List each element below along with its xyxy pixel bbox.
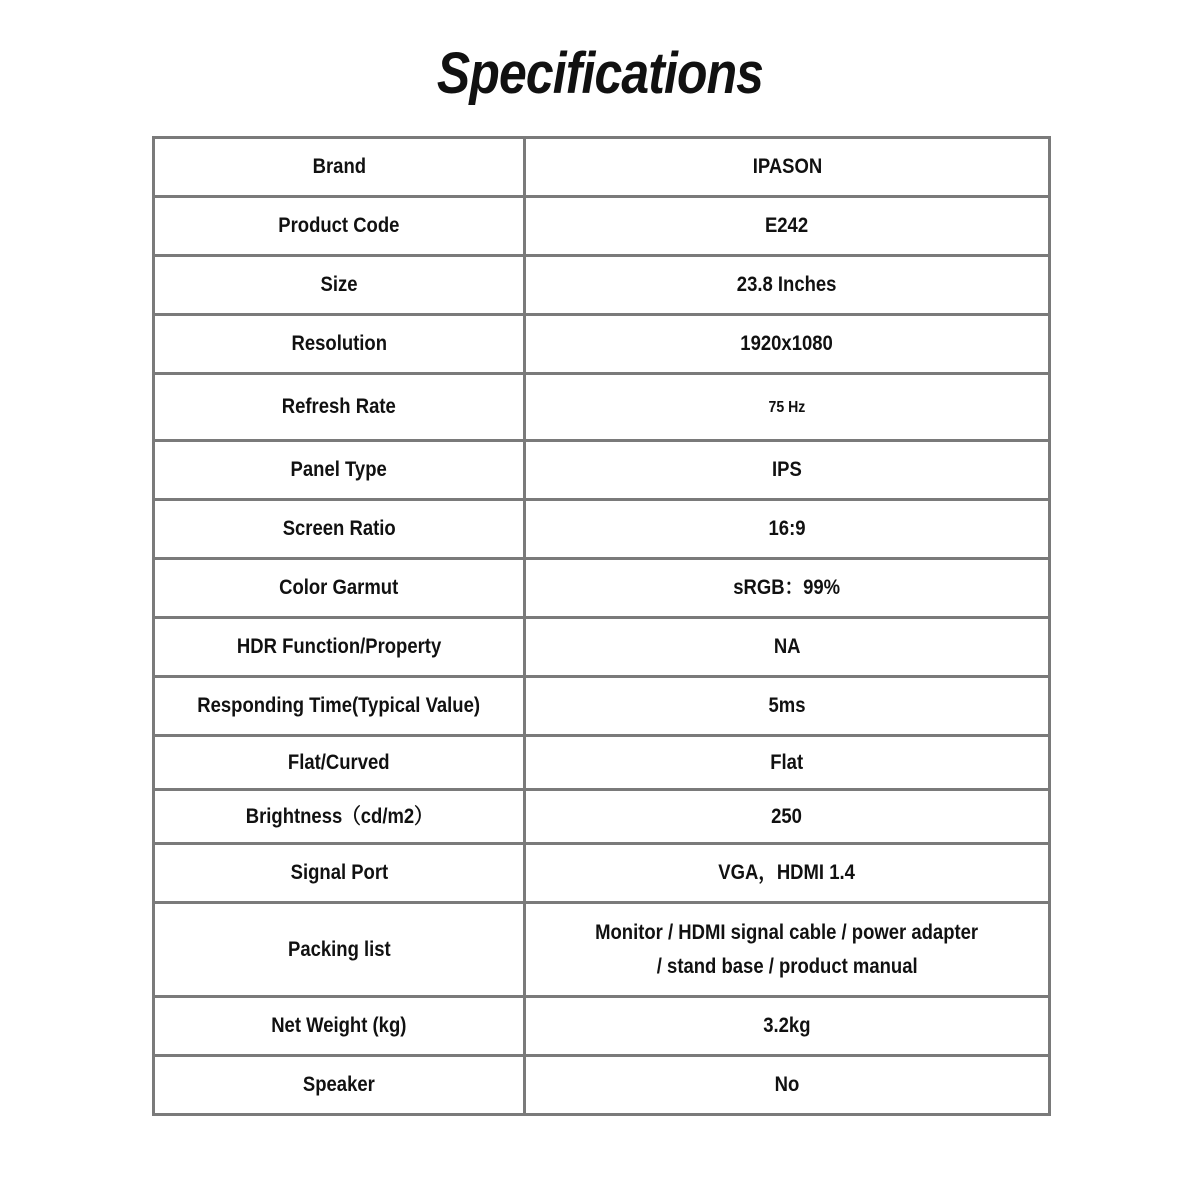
table-row [154, 677, 1050, 736]
table-row [154, 374, 1050, 441]
spec-label: Speaker [154, 1056, 525, 1115]
spec-label: Color Garmut [154, 559, 525, 618]
table-row [154, 736, 1050, 790]
spec-value [525, 903, 1050, 997]
spec-value: sRGB：99% [525, 559, 1050, 618]
specifications-table [152, 136, 1051, 1116]
table-row [154, 315, 1050, 374]
spec-value: 75 Hz [525, 374, 1050, 441]
spec-value: IPS [525, 441, 1050, 500]
spec-label: Size [154, 256, 525, 315]
table-row [154, 500, 1050, 559]
spec-label: Product Code [154, 197, 525, 256]
table-row [154, 844, 1050, 903]
spec-value: 16:9 [525, 500, 1050, 559]
spec-value: NA [525, 618, 1050, 677]
spec-label: Signal Port [154, 844, 525, 903]
spec-label: HDR Function/Property [154, 618, 525, 677]
spec-label: Panel Type [154, 441, 525, 500]
table-row [154, 559, 1050, 618]
table-row [154, 790, 1050, 844]
spec-label: Brightness（cd/m2） [154, 790, 525, 844]
spec-value: No [525, 1056, 1050, 1115]
spec-value-line-2: / stand base / product manual [656, 954, 918, 978]
table-row [154, 197, 1050, 256]
spec-value: 23.8 Inches [525, 256, 1050, 315]
spec-label: Brand [154, 138, 525, 197]
spec-value: 5ms [525, 677, 1050, 736]
table-row [154, 1056, 1050, 1115]
page-title: Specifications [436, 41, 764, 106]
table-row [154, 618, 1050, 677]
table-row [154, 903, 1050, 997]
spec-label: Screen Ratio [154, 500, 525, 559]
table-row [154, 256, 1050, 315]
spec-label: Flat/Curved [154, 736, 525, 790]
table-row [154, 997, 1050, 1056]
spec-label: Refresh Rate [154, 374, 525, 441]
spec-label: Packing list [154, 903, 525, 997]
spec-label: Responding Time(Typical Value) [154, 677, 525, 736]
spec-value: Flat [525, 736, 1050, 790]
spec-value: 1920x1080 [525, 315, 1050, 374]
table-row [154, 138, 1050, 197]
spec-value-line-1: Monitor / HDMI signal cable / power adapter [595, 920, 979, 944]
spec-label: Resolution [154, 315, 525, 374]
spec-value: E242 [525, 197, 1050, 256]
table-row [154, 441, 1050, 500]
spec-value: VGA，HDMI 1.4 [525, 844, 1050, 903]
spec-value: 3.2kg [525, 997, 1050, 1056]
spec-value: IPASON [525, 138, 1050, 197]
spec-value: 250 [525, 790, 1050, 844]
spec-label: Net Weight (kg) [154, 997, 525, 1056]
